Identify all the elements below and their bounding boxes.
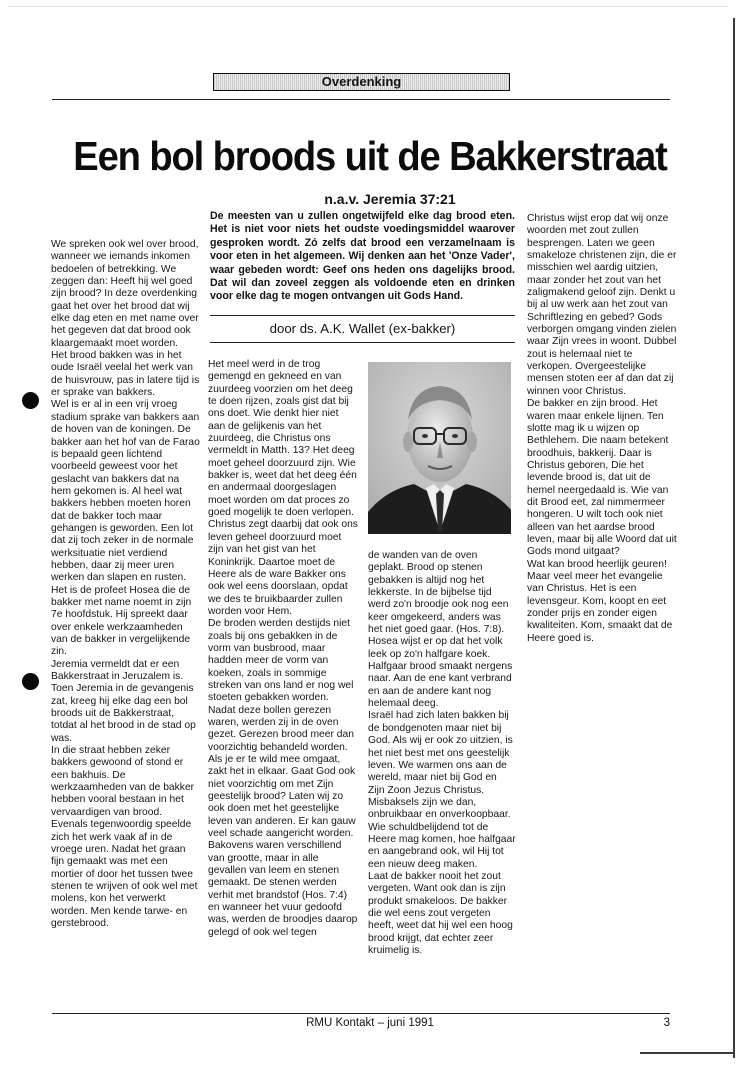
header-divider	[52, 99, 670, 100]
paragraph: Israël had zich laten bakken bij de bondgenoten maar niet bij God. Als wij er ook zo uitzien, is het niet best met ons geestelijk leven. We warmen ons aan de wereld, maar niet bij God en Zijn Zoon Jezus Christus. Misbaksels zijn we dan, onbruikbaar en onverkoopbaar. Wie schuldbelijdend tot de Heere mag komen, hoe halfgaar en aangebrand ook, wil Hij tot een nieuw deeg maken.	[368, 710, 516, 870]
text-column-3	[368, 550, 516, 957]
paragraph: Wel is er al in een vrij vroeg stadium sprake van bakkers aan de hoven van de koningen. De bakker aan het hof van de Farao is bepaald geen lichtend voorbeeld geweest voor het geslacht van bakkers dat na hem gekomen is. Al heel wat bakkers hebben moeten horen dat de bakker toch maar gehangen is geworden. Een lot dat zij toch zeker in de normale werksituatie niet verdiend hebben, daar zij meer uren werken dan slapen en rusten.	[51, 399, 200, 584]
scan-edge-bottom	[640, 1052, 735, 1054]
scan-edge-top	[8, 6, 728, 7]
article-intro: De meesten van u zullen ongetwijfeld elke dag brood eten. Het is niet voor niets het oudste voedingsmiddel waarover gesproken wordt. Zó zelfs dat brood een verzamelnaam is voor eten in het algemeen. Wij denken aan het 'Onze Vader', waar gebeden wordt: Geef ons heden ons dagelijks brood. Dat wil dan zoveel zeggen als voldoende eten en drinken voor elke dag te mogen ontvangen uit Gods Hand.	[210, 210, 515, 303]
byline-divider	[210, 342, 515, 343]
portrait-illustration	[368, 362, 511, 534]
paragraph: Evenals tegenwoordig speelde zich het werk vaak af in de vroege uren. Nadat het graan fijn gemaakt was met een mortier of door het tussen twee stenen te wrijven of ook wel met molens, kon het verwerkt worden. Men kende tarwe- en gerstebrood.	[51, 819, 198, 929]
intro-divider	[210, 315, 515, 316]
paragraph: We spreken ook wel over brood, wanneer we iemands inkomen bedoelen of betrekking. We zeggen dan: Heeft hij wel goed zijn brood? In deze overdenking gaat het over het brood dat wij elke dag eten en met name over het gegeven dat dat brood ook klaargemaakt moet worden.	[51, 239, 199, 349]
binder-hole-mark	[22, 392, 39, 409]
paragraph: Nadat deze bollen gerezen waren, werden zij in de oven gezet. Gerezen brood meer dan voorzichtig behandeld worden. Als je er te wild mee omgaat, zakt het in elkaar. Gaat God ook niet voorzichtig om met Zijn geestelijk brood? Laten wij zo ook doen met het geestelijke leven van anderen. Er kan gauw veel schade aangericht worden. Bakovens waren verschillend van grootte, maar in alle gevallen van leem en stenen gemaakt. De stenen werden verhit met brandstof (Hos. 7:4) en wanneer het vuur gedoofd was, werden de broodjes daarop gelegd of ook wel tegen	[208, 704, 358, 938]
text-column-4	[527, 213, 677, 645]
binder-hole-mark	[22, 673, 39, 690]
paragraph: de wanden van de oven geplakt. Brood op stenen gebakken is altijd nog het lekkerste. In de bijbelse tijd werd zo'n broodje ook nog een keer omgekeerd, anders was het niet goed gaar. (Hos. 7:8). Hosea wijst er op dat het volk leek op zo'n halfgare koek. Halfgaar brood smaakt nergens naar. Aan de ene kant verbrand en aan de andere kant nog helemaal deeg.	[368, 550, 513, 710]
author-byline: door ds. A.K. Wallet (ex-bakker)	[269, 321, 456, 336]
paragraph: Het brood bakken was in het oude Israël veelal het werk van de huisvrouw, pas in latere tijd is er sprake van bakkers.	[51, 350, 200, 399]
paragraph: De bakker en zijn brood. Het waren maar enkele lijnen. Ten slotte mag ik u wijzen op Bethlehem. Die naam betekent broodhuis, bakkerij. Daar is Christus geboren, Die het levende brood is, dat uit de hemel neergedaald is. Wie van dit Brood eet, zal nimmermeer hongeren. U wilt toch ook niet alleen van het aardse brood leven, maar bij alle Woord dat uit Gods mond uitgaat?	[527, 398, 677, 558]
paragraph: In die straat hebben zeker bakkers gewoond of stond er een bakhuis. De werkzaamheden van de bakker hebben vooral bestaan in het vervaardigen van brood.	[51, 745, 195, 818]
text-column-1	[51, 239, 201, 930]
page-number: 3	[663, 1017, 670, 1029]
paragraph: Het meel werd in de trog gemengd en gekneed en van zuurdeeg voorzien om het deeg te doen rijzen, zoals gist dat bij ons doet. Wie denkt hier niet aan de gelijkenis van het zuurdeeg, die Christus ons vermeldt in Matth. 13? Het deeg moet geheel doorzuurd zijn. Wie bakker is, weet dat het deeg één en andermaal doorgeslagen moet worden om dat proces zo goed mogelijk te doen verlopen. Christus zegt daarbij dat ook ons leven geheel doorzuurd moet zijn van het gist van het Koninkrijk. Daartoe moet de Heere als de ware Bakker ons ook wel eens doorslaan, opdat we des te bruikbaarder zullen worden voor Hem.	[208, 359, 358, 617]
author-portrait	[368, 362, 511, 534]
scan-edge-right	[733, 18, 735, 1058]
paragraph: De broden werden destijds niet zoals bij ons gebakken in de vorm van busbrood, maar hadden meer de vorm van koeken, zoals in sommige streken van ons land er nog wel stoeten gebakken worden.	[208, 618, 354, 704]
paragraph: Christus wijst erop dat wij onze woorden met zout zullen besprengen. Laten we geen smakeloze christenen zijn, die er misschien wel aardig uitzien, maar zonder het zout van het zaligmakend geloof zijn. Denkt u bij al uw werk aan het zout van Schriftlezing en gebed? Gods verborgen omgang vinden zielen waar Zijn vrees in woont. Dubbel zout is helemaal niet te verkopen. Overgeestelijke mensen stoten eer af dan dat zij winnen voor Christus.	[527, 213, 677, 397]
publication-footer: RMU Kontakt – juni 1991	[306, 1017, 434, 1029]
article-title: Een bol broods uit de Bakkerstraat	[73, 133, 667, 179]
text-column-2	[208, 359, 358, 939]
paragraph: Wat kan brood heerlijk geuren! Maar veel meer het evangelie van Christus. Het is een levensgeur. Kom, koopt en eet zonder prijs en zonder eigen kwaliteiten. Kom, smaakt dat de Heere goed is.	[527, 558, 673, 644]
paragraph: Jeremia vermeldt dat er een Bakkerstraat in Jeruzalem is. Toen Jeremia in de gevangenis zat, kreeg hij elke dag een bol broods uit de Bakkerstraat, totdat al het brood in de stad op was.	[51, 658, 196, 744]
scripture-reference: n.a.v. Jeremia 37:21	[324, 191, 456, 207]
section-label: Overdenking	[213, 73, 510, 91]
paragraph: Laat de bakker nooit het zout vergeten. Want ook dan is zijn produkt smakeloos. De bakker die wel eens zout vergeten heeft, weet dat hij wel een hoog brood krijgt, dat echter zeer kruimelig is.	[368, 870, 513, 956]
paragraph: Het is de profeet Hosea die de bakker met name noemt in zijn 7e hoofdstuk. Hij spreekt daar over enkele werkzaamheden van de bakker in vergelijkende zin.	[51, 584, 192, 658]
footer-divider	[52, 1013, 670, 1014]
